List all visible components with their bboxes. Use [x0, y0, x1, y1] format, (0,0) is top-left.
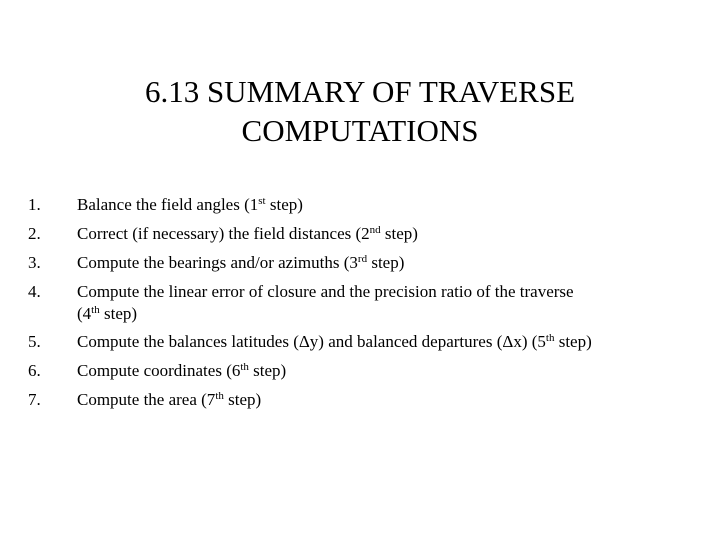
step-text-end: step)	[265, 195, 303, 214]
step-text-main: Compute the linear error of closure and the precision ratio of the traverse	[77, 282, 574, 301]
step-ordinal-suffix: th	[240, 361, 249, 373]
step-item-4	[28, 277, 708, 327]
step-item-5	[28, 327, 708, 356]
step-ordinal-suffix: rd	[357, 253, 368, 265]
step-text-main: Compute the bearings and/or azimuths (3	[77, 253, 358, 272]
step-text	[77, 356, 708, 385]
step-text-cont: (4	[77, 304, 92, 323]
step-text-continuation	[77, 302, 708, 326]
step-item-3	[28, 248, 708, 277]
step-item-7	[28, 385, 708, 414]
step-number: 1.	[28, 195, 41, 214]
step-text	[77, 219, 708, 248]
step-text-end: step)	[223, 390, 262, 409]
step-text-main: Compute coordinates (6	[77, 361, 241, 380]
step-text	[77, 248, 708, 277]
step-text	[77, 385, 708, 414]
step-item-6	[28, 356, 708, 385]
step-item-2	[28, 219, 708, 248]
step-text	[77, 277, 708, 327]
step-number: 4.	[28, 282, 41, 301]
page-title	[0, 72, 720, 150]
step-ordinal-suffix: th	[91, 304, 100, 316]
title-line-2: COMPUTATIONS	[241, 113, 479, 148]
step-ordinal-suffix: nd	[369, 224, 381, 236]
step-text-main: Balance the field angles (1	[77, 195, 259, 214]
step-text-end: step)	[99, 304, 138, 323]
step-text-main: Compute the area (7	[77, 390, 216, 409]
step-number: 3.	[28, 253, 41, 272]
steps-list	[28, 190, 708, 414]
step-ordinal-suffix: th	[215, 390, 224, 402]
title-line-1: 6.13 SUMMARY OF TRAVERSE	[144, 74, 576, 109]
step-text	[77, 327, 708, 356]
step-number: 6.	[28, 361, 41, 380]
step-item-1	[28, 190, 708, 219]
step-ordinal-suffix: st	[258, 195, 266, 207]
step-text-main: Compute the balances latitudes (Δy) and balanced departures (Δx) (5	[77, 332, 546, 351]
step-ordinal-suffix: th	[545, 332, 555, 344]
step-text-main: Correct (if necessary) the field distances (2	[77, 224, 370, 243]
step-number: 2.	[28, 224, 41, 243]
step-text-end: step)	[380, 224, 418, 243]
step-text	[77, 190, 708, 219]
step-text-end: step)	[367, 253, 405, 272]
step-number: 7.	[28, 390, 41, 409]
step-text-end: step)	[248, 361, 287, 380]
step-number: 5.	[28, 332, 41, 351]
step-text-end: step)	[554, 332, 592, 351]
